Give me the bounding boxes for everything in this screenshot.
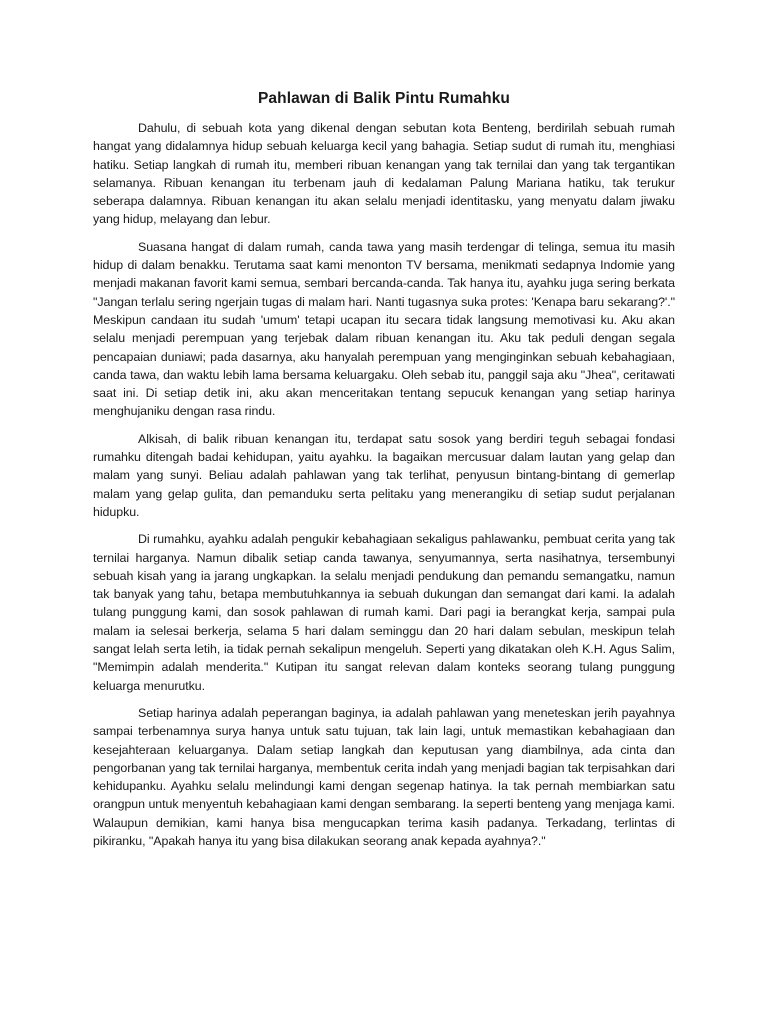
paragraph-4: Di rumahku, ayahku adalah pengukir kebahagiaan sekaligus pahlawanku, pembuat cerita yang tak ternilai harganya. Namun dibalik setiap canda tawanya, senyumannya, serta nasihatnya, tersembunyi sebuah kisah yang ia jarang ungkapkan. Ia selalu menjadi pendukung dan pemandu semangatku, namun tak banyak yang tahu, betapa membutuhkannya ia sebuah dukungan dan semangat dari kami. Ia adalah tulang punggung kami, dan sosok pahlawan di rumah kami. Dari pagi ia berangkat kerja, sampai pula malam ia selesai berkerja, selama 5 hari dalam seminggu dan 20 hari dalam sebulan, meskipun telah sangat lelah serta letih, ia tidak pernah sekalipun mengeluh. Seperti yang dikatakan oleh K.H. Agus Salim, "Memimpin adalah menderita." Kutipan itu sangat relevan dalam konteks seorang tulang punggung keluarga menurutku.: [93, 532, 675, 693]
document-title: Pahlawan di Balik Pintu Rumahku: [257, 90, 510, 107]
paragraph-3: Alkisah, di balik ribuan kenangan itu, terdapat satu sosok yang berdiri teguh sebagai fondasi rumahku ditengah badai kehidupan, yaitu ayahku. Ia bagaikan mercusuar dalam lautan yang gelap dan malam yang sunyi. Beliau adalah pahlawan yang tak terlihat, penyusun bintang-bintang di gemerlap malam yang gelap gulita, dan pemanduku serta pelitaku yang menerangiku di setiap sudut perjalanan hidupku.: [93, 431, 675, 519]
paragraph-5: Setiap harinya adalah peperangan baginya, ia adalah pahlawan yang meneteskan jerih payahnya sampai terbenamnya surya hanya untuk satu tujuan, tak lain lagi, untuk memastikan kebahagiaan dan kesejahteraan keluarganya. Dalam setiap langkah dan keputusan yang diambilnya, ada cinta dan pengorbanan yang tak ternilai harganya, membentuk cerita indah yang menjadi bagian tak terpisahkan dari kehidupanku. Ayahku selalu melindungi kami dengan segenap hatinya. Ia tak pernah membiarkan satu orangpun untuk menyentuh kebahagiaan kami dengan sembarang. Ia seperti benteng yang menjaga kami. Walaupun demikian, kami hanya bisa mengucapkan terima kasih padanya. Terkadang, terlintas di pikiranku, "Apakah hanya itu yang bisa dilakukan seorang anak kepada ayahnya?.": [93, 705, 675, 848]
paragraph-1: Dahulu, di sebuah kota yang dikenal dengan sebutan kota Benteng, berdirilah sebuah rumah hangat yang didalamnya hidup sebuah keluarga kecil yang bahagia. Setiap sudut di rumah itu, menghiasi hatiku. Setiap langkah di rumah itu, memberi ribuan kenangan yang tak ternilai dan yang tak tergantikan selamanya. Ribuan kenangan itu terbenam jauh di kedalaman Palung Mariana hatiku, tak terukur seberapa dalamnya. Ribuan kenangan itu akan selalu menjadi identitasku, yang menyatu dalam jiwaku yang hidup, melayang dan lebur.: [93, 121, 675, 227]
paragraph-2: Suasana hangat di dalam rumah, canda tawa yang masih terdengar di telinga, semua itu masih hidup di dalam benakku. Terutama saat kami menonton TV bersama, menikmati sedapnya Indomie yang menjadi makanan favorit kami semua, sembari bercanda-canda. Tak hanya itu, ayahku juga sering berkata "Jangan terlalu sering ngerjain tugas di malam hari. Nanti tugasnya suka protes: 'Kenapa baru sekarang?'." Meskipun candaan itu sudah 'umum' tetapi ucapan itu secara tidak langsung memotivasi ku. Aku akan selalu menjadi perempuan yang terjebak dalam ribuan kenangan itu. Aku tak peduli dengan segala pencapaian duniawi; pada dasarnya, aku hanyalah perempuan yang menginginkan sebuah kebahagiaan, canda tawa, dan waktu lebih lama bersama keluargaku. Oleh sebab itu, panggil saja aku "Jhea", ceritawati saat ini. Di setiap detik ini, aku akan menceritakan tentang sepucuk kenangan yang setiap harinya menghujaniku dengan rasa rindu.: [93, 239, 675, 419]
document-body: [93, 88, 675, 859]
